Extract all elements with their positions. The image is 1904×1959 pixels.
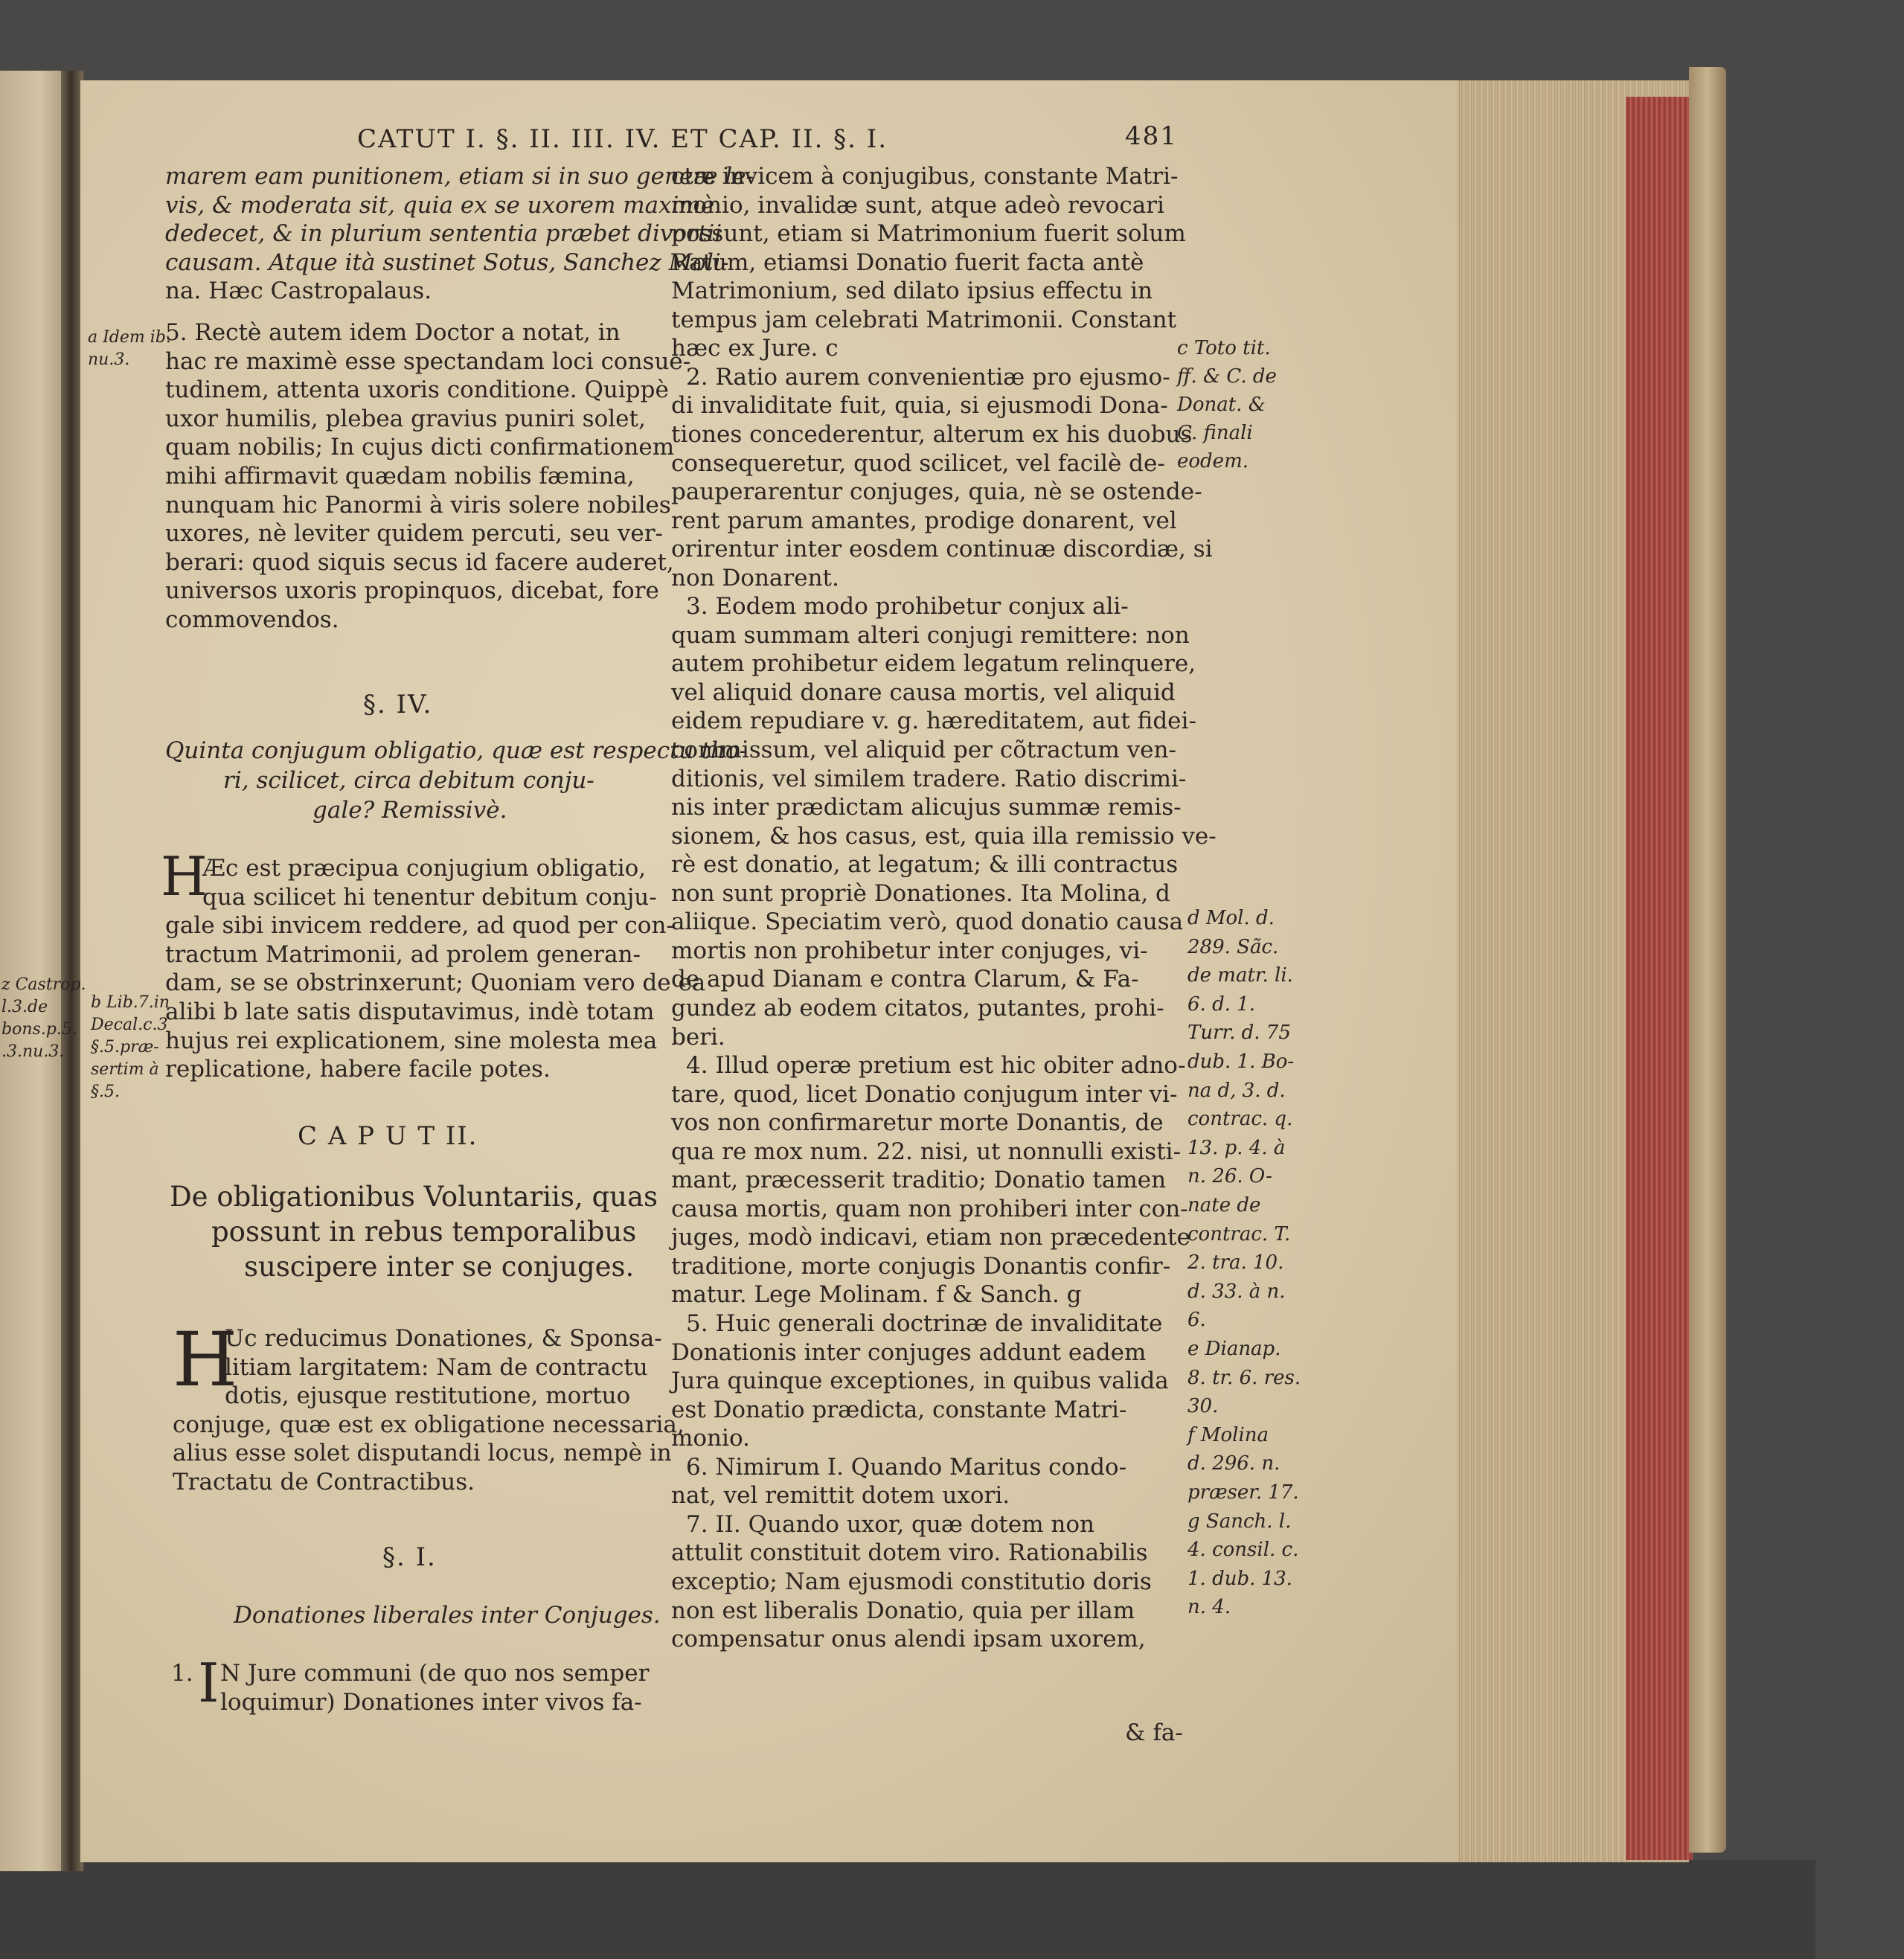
right-column-line: non Donarent. <box>671 564 839 591</box>
right-column-line: 6. Nimirum I. Quando Maritus condo- <box>686 1453 1127 1481</box>
right-column-line: causa mortis, quam non prohiberi inter con- <box>671 1195 1188 1222</box>
left-page-note: .3.nu.3. <box>1 1042 65 1061</box>
para-huc-line: litiam largitatem: Nam de contractu <box>225 1353 648 1381</box>
right-margin-note: eodem. <box>1177 450 1249 472</box>
left-margin-note: §.5.præ- <box>91 1038 159 1057</box>
left-margin-note: sertim à <box>91 1060 159 1079</box>
para-haec-line: Æc est præcipua conjugium obligatio, <box>202 855 647 882</box>
para-5-line: hac re maximè esse spectandam loci consue- <box>165 347 691 375</box>
para-huc-line: alius esse solet disputandi locus, nempè in <box>173 1440 672 1467</box>
para-5-line: quam nobilis; In cujus dicti confirmationem <box>165 434 675 461</box>
right-margin-note: Donat. & <box>1177 394 1266 416</box>
right-margin-note: 6. <box>1187 1309 1206 1332</box>
right-column-line: quam summam alteri conjugi remittere: non <box>671 621 1190 649</box>
red-sprinkled-edge <box>1626 97 1693 1860</box>
para-5-line: nunquam hic Panormi à viris solere nobiles <box>165 491 671 519</box>
right-column-line: consequeretur, quod scilicet, vel facilè de- <box>671 449 1165 477</box>
section-iv-heading: §. IV. <box>363 690 433 719</box>
para-1-line: N Jure communi (de quo nos semper <box>220 1660 650 1687</box>
drop-cap: I <box>198 1652 219 1714</box>
right-margin-note: dub. 1. Bo- <box>1187 1051 1295 1073</box>
right-margin-note: 13. p. 4. à <box>1187 1136 1286 1159</box>
right-margin-note: n. 4. <box>1187 1596 1231 1619</box>
right-column-line: nat, vel remittit dotem uxori. <box>671 1482 1010 1510</box>
caput-title-line: De obligationibus Voluntariis, quas <box>170 1181 658 1213</box>
right-margin-note: 8. tr. 6. res. <box>1187 1366 1301 1389</box>
para-5-line: 5. Rectè autem idem Doctor a notat, in <box>165 319 621 346</box>
para-haec-line: alibi b late satis disputavimus, indè totam <box>165 998 655 1025</box>
right-column-line: non sunt propriè Donationes. Ita Molina, d <box>671 879 1170 907</box>
right-column-line: monio. <box>671 1425 750 1452</box>
right-column-line: non est liberalis Donatio, quia per illam <box>671 1597 1135 1624</box>
right-column-line: Jura quinque exceptiones, in quibus valida <box>671 1368 1169 1395</box>
para-huc-line: conjuge, quæ est ex obligatione necessaria, <box>173 1411 685 1438</box>
right-column-line: 4. Illud operæ pretium est hic obiter adno- <box>686 1052 1186 1080</box>
right-column-line: monio, invalidæ sunt, atque adeò revocari <box>671 191 1164 219</box>
section-iv-title-line: Quinta conjugum obligatio, quæ est respectu tho- <box>165 737 747 764</box>
catchword: & fa- <box>1125 1719 1183 1746</box>
para-haec-line: dam, se se obstrinxerunt; Quoniam vero de ea <box>165 969 706 997</box>
right-margin-note: 6. d. 1. <box>1187 993 1256 1016</box>
right-column-line: ctæ invicem à conjugibus, constante Matri- <box>671 163 1179 190</box>
right-margin-note: contrac. q. <box>1187 1108 1293 1131</box>
left-page-note: bons.p.5. <box>1 1020 77 1039</box>
right-margin-note: 289. Sãc. <box>1187 935 1279 958</box>
right-column-line: attulit constituit dotem viro. Rationabilis <box>671 1539 1148 1567</box>
right-column-line: pauperarentur conjuges, quia, nè se ostende- <box>671 478 1202 506</box>
right-column-line: rè est donatio, at legatum; & illi contractus <box>671 851 1179 879</box>
right-column-line: nis inter prædictam alicujus summæ remis- <box>671 794 1182 821</box>
para-huc-line: Uc reducimus Donationes, & Sponsa- <box>225 1325 662 1352</box>
right-column-line: Matrimonium, sed dilato ipsius effectu in <box>671 278 1153 305</box>
right-column-line: gundez ab eodem citatos, putantes, prohi- <box>671 994 1164 1022</box>
right-column-line: mortis non prohibetur inter conjuges, vi- <box>671 937 1148 964</box>
para-haec-line: qua scilicet hi tenentur debitum conju- <box>202 883 657 911</box>
right-margin-note: 4. consil. c. <box>1187 1539 1299 1562</box>
para-5-line: uxores, nè leviter quidem percuti, seu ver- <box>165 520 664 548</box>
right-margin-note: d. 296. n. <box>1187 1452 1280 1475</box>
right-column-line: exceptio; Nam ejusmodi constitutio doris <box>671 1568 1152 1595</box>
right-margin-note: 1. dub. 13. <box>1187 1567 1292 1590</box>
right-column-line: tiones concederentur, alterum ex his duobus <box>671 420 1193 448</box>
section-i-heading: §. I. <box>382 1542 437 1572</box>
right-column-line: Ratum, etiamsi Donatio fuerit facta antè <box>671 249 1144 276</box>
right-margin-note: 2. tra. 10. <box>1187 1251 1284 1275</box>
right-column-line: mant, præcesserit traditio; Donatio tamen <box>671 1167 1167 1194</box>
right-column-line: est Donatio prædicta, constante Matri- <box>671 1396 1127 1423</box>
left-margin-note: nu.3. <box>88 350 130 369</box>
right-column-line: Donationis inter conjuges addunt eadem <box>671 1338 1147 1366</box>
left-margin-note: §.5. <box>91 1083 120 1101</box>
right-margin-note: ff. & C. de <box>1177 365 1277 388</box>
right-margin-note: f Molina <box>1187 1423 1269 1446</box>
intro-line: dedecet, & in plurium sententia præbet divortii <box>165 220 722 248</box>
para-1-line: loquimur) Donationes inter vivos fa- <box>220 1688 642 1716</box>
left-page-edge <box>0 71 67 1871</box>
right-margin-note: na d, 3. d. <box>1187 1079 1286 1102</box>
caput-heading: C A P U T II. <box>298 1121 478 1151</box>
right-column-line: tare, quod, licet Donatio conjugum inter vi- <box>671 1080 1178 1108</box>
para-number: 1. <box>171 1660 193 1687</box>
right-column-line: 7. II. Quando uxor, quæ dotem non <box>686 1510 1095 1538</box>
right-column-line: rent parum amantes, prodige donarent, vel <box>671 507 1177 534</box>
left-margin-note: Decal.c.3 <box>91 1016 168 1034</box>
right-column-line: possunt, etiam si Matrimonium fuerit solum <box>671 220 1186 248</box>
para-huc-line: dotis, ejusque restitutione, mortuo <box>225 1382 631 1410</box>
intro-line: causam. Atque ità sustinet Sotus, Sanchez Moli- <box>165 249 729 276</box>
right-margin-note: C. finali <box>1177 422 1253 444</box>
para-haec-line: tractum Matrimonii, ad prolem generan- <box>165 940 641 968</box>
right-column-line: aliique. Speciatim verò, quod donatio causa <box>671 908 1184 936</box>
right-margin-note: nate de <box>1187 1194 1261 1216</box>
para-5-line: mihi affirmavit quædam nobilis fæmina, <box>165 463 635 490</box>
right-column-line: compensatur onus alendi ipsam uxorem, <box>671 1626 1146 1653</box>
right-margin-note: d Mol. d. <box>1187 907 1275 929</box>
running-title: CATUT I. §. II. III. IV. ET CAP. II. §. I. <box>357 124 888 154</box>
right-column-line: hæc ex Jure. c <box>671 335 839 362</box>
right-column-line: commissum, vel aliquid per cõtractum ven- <box>671 737 1176 763</box>
left-page-note: z Castrop. <box>1 975 86 994</box>
section-iv-title-line: ri, scilicet, circa debitum conju- <box>223 767 594 794</box>
para-huc-line: Tractatu de Contractibus. <box>173 1469 475 1495</box>
right-margin-note: præser. 17. <box>1187 1481 1299 1504</box>
right-margin-note: d. 33. à n. <box>1187 1280 1286 1303</box>
page-number: 481 <box>1125 121 1178 151</box>
right-column-line: sionem, & hos casus, est, quia illa remissio ve- <box>671 822 1217 850</box>
section-i-title: Donationes liberales inter Conjuges. <box>234 1602 661 1629</box>
left-page-note: l.3.de <box>1 998 48 1016</box>
right-margin-note: contrac. T. <box>1187 1222 1291 1245</box>
right-column-line: eidem repudiare v. g. hæreditatem, aut fidei- <box>671 708 1196 735</box>
right-column-line: 5. Huic generali doctrinæ de invaliditate <box>686 1310 1163 1337</box>
right-column-line: qua re mox num. 22. nisi, ut nonnulli existi- <box>671 1138 1182 1165</box>
book-cover-background <box>0 1860 1815 1959</box>
drop-cap: H <box>161 845 208 908</box>
caput-title-line: possunt in rebus temporalibus <box>211 1216 637 1248</box>
intro-line: vis, & moderata sit, quia ex se uxorem maximè <box>165 191 715 219</box>
para-5-line: universos uxoris propinquos, dicebat, fore <box>165 577 659 605</box>
right-column-line: de apud Dianam e contra Clarum, & Fa- <box>671 966 1139 993</box>
right-margin-note: n. 26. O- <box>1187 1165 1272 1188</box>
right-margin-note: Turr. d. 75 <box>1187 1022 1291 1045</box>
right-margin-note: de matr. li. <box>1187 964 1293 987</box>
right-margin-note: g Sanch. l. <box>1187 1510 1292 1533</box>
right-margin-note: 30. <box>1187 1395 1219 1418</box>
right-column-line: di invaliditate fuit, quia, si ejusmodi Dona- <box>671 392 1168 420</box>
right-column-line: tempus jam celebrati Matrimonii. Constant <box>671 306 1177 333</box>
para-5-line: commovendos. <box>165 606 339 633</box>
para-5-line: uxor humilis, plebea gravius puniri solet, <box>165 405 646 432</box>
section-iv-title-line: gale? Remissivè. <box>312 797 507 824</box>
right-column-line: 2. Ratio aurem convenientiæ pro ejusmo- <box>686 363 1170 391</box>
right-column-line: beri. <box>671 1023 725 1051</box>
right-column-line: traditione, morte conjugis Donantis confir- <box>671 1252 1171 1280</box>
right-column-line: juges, modò indicavi, etiam non præcedente <box>671 1224 1190 1251</box>
right-margin-note: c Toto tit. <box>1177 337 1271 359</box>
para-5-line: berari: quod siquis secus id facere auderet, <box>165 548 674 576</box>
left-margin-note: b Lib.7.in <box>91 993 170 1012</box>
right-margin-note: e Dianap. <box>1187 1338 1281 1360</box>
right-column-line: vel aliquid donare causa mortis, vel aliquid <box>671 679 1176 706</box>
right-column-line: 3. Eodem modo prohibetur conjux ali- <box>686 593 1129 621</box>
para-5-line: tudinem, attenta uxoris conditione. Quippè <box>165 376 669 404</box>
right-column-line: matur. Lege Molinam. f & Sanch. g <box>671 1281 1082 1309</box>
right-column-line: ditionis, vel similem tradere. Ratio discrimi- <box>671 765 1187 792</box>
right-column-line: vos non confirmaretur morte Donantis, de <box>671 1109 1164 1137</box>
right-column-line: orirentur inter eosdem continuæ discordiæ, si <box>671 536 1213 563</box>
intro-line: na. Hæc Castropalaus. <box>165 278 432 305</box>
drop-cap: H <box>173 1316 238 1403</box>
left-margin-note: a Idem ib. <box>88 328 171 347</box>
right-column-line: autem prohibetur eidem legatum relinquere, <box>671 650 1196 678</box>
para-haec-line: hujus rei explicationem, sine molesta mea <box>165 1027 658 1054</box>
para-haec-line: gale sibi invicem reddere, ad quod per con- <box>165 912 674 940</box>
intro-line: marem eam punitionem, etiam si in suo genere le- <box>165 163 754 190</box>
para-haec-line: replicatione, habere facile potes. <box>165 1056 551 1083</box>
caput-title-line: suscipere inter se conjuges. <box>244 1251 635 1283</box>
book-board-edge <box>1689 67 1726 1853</box>
